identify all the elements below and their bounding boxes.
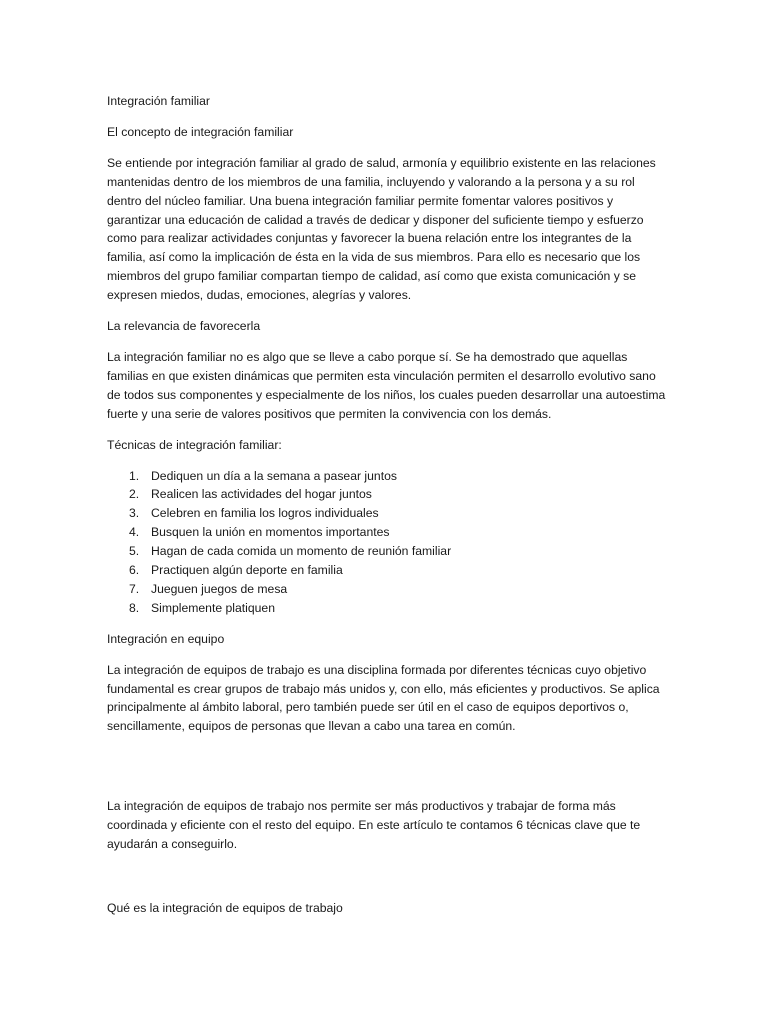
blank-space bbox=[107, 866, 667, 899]
list-item-text: Jueguen juegos de mesa bbox=[151, 581, 288, 596]
list-item bbox=[107, 467, 667, 486]
section-heading-relevancia: La relevancia de favorecerla bbox=[107, 319, 261, 334]
list-item-number: 1. bbox=[129, 468, 140, 483]
list-item bbox=[107, 580, 667, 599]
list-item-number: 6. bbox=[129, 563, 140, 578]
list-item-text: Hagan de cada comida un momento de reunión familiar bbox=[151, 544, 452, 559]
list-item-number: 5. bbox=[129, 544, 140, 559]
list-item-text: Realicen las actividades del hogar juntos bbox=[151, 487, 372, 502]
techniques-list bbox=[107, 467, 667, 618]
list-item bbox=[107, 523, 667, 542]
list-item-number: 3. bbox=[129, 506, 140, 521]
list-item-number: 7. bbox=[129, 581, 140, 596]
document-title: Integración familiar bbox=[107, 94, 210, 108]
list-item-number: 8. bbox=[129, 600, 140, 615]
paragraph-productividad: La integración de equipos de trabajo nos permite ser más productivos y trabajar de forma más coordinada y eficiente con el resto del equipo. En este artículo te contamos 6 técnicas clave que te ayudarán a conseguirlo. bbox=[107, 799, 641, 852]
list-item-number: 4. bbox=[129, 525, 140, 540]
list-item-text: Celebren en familia los logros individuales bbox=[151, 506, 379, 521]
section-heading-que-es: Qué es la integración de equipos de trabajo bbox=[107, 901, 343, 915]
list-item bbox=[107, 599, 667, 618]
paragraph-equipo: La integración de equipos de trabajo es una disciplina formada por diferentes técnicas cuyo objetivo fundamental es crear grupos de trabajo más unidos y, con ello, más eficientes y productivos. Se aplica principalmente al ámbito laboral, pero también puede ser útil en el caso de equipos deportivos o, sencillamente, equipos de personas que llevan a cabo una tarea en común. bbox=[107, 662, 660, 734]
list-item-text: Dediquen un día a la semana a pasear juntos bbox=[151, 468, 397, 483]
list-item bbox=[107, 485, 667, 504]
section-heading-equipo: Integración en equipo bbox=[107, 631, 225, 646]
list-item-text: Busquen la unión en momentos importantes bbox=[151, 525, 390, 540]
list-item bbox=[107, 561, 667, 580]
paragraph-concepto: Se entiende por integración familiar al grado de salud, armonía y equilibrio existente en las relaciones mantenidas dentro de los miembros de una familia, incluyendo y valorando a la persona y a su rol dentro del núcleo familiar. Una buena integración familiar permite fomentar valores positivos y garantizar una educación de calidad a través de dedicar y disponer del suficiente tiempo y esfuerzo como para realizar actividades conjuntas y favorecer la buena relación entre los integrantes de la familia, así como la implicación de ésta en la vida de sus miembros. Para ello es necesario que los miembros del grupo familiar compartan tiempo de calidad, así como que exista comunicación y se expresen miedos, dudas, emociones, alegrías y valores. bbox=[107, 155, 656, 303]
blank-space bbox=[107, 748, 667, 797]
document-page bbox=[107, 92, 667, 930]
list-item bbox=[107, 504, 667, 523]
list-item-text: Simplemente platiquen bbox=[151, 600, 275, 615]
list-item-text: Practiquen algún deporte en familia bbox=[151, 563, 343, 578]
section-heading-concepto: El concepto de integración familiar bbox=[107, 124, 294, 139]
list-item-number: 2. bbox=[129, 487, 140, 502]
paragraph-relevancia: La integración familiar no es algo que se lleve a cabo porque sí. Se ha demostrado que aquellas familias en que existen dinámicas que permiten esta vinculación permiten el desarrollo evolutivo sano de todos sus componentes y especialmente de los niños, los cuales pueden desarrollar una autoestima fuerte y una serie de valores positivos que permiten la convivencia con los demás. bbox=[107, 349, 666, 421]
list-item bbox=[107, 542, 667, 561]
section-heading-tecnicas: Técnicas de integración familiar: bbox=[107, 437, 282, 452]
